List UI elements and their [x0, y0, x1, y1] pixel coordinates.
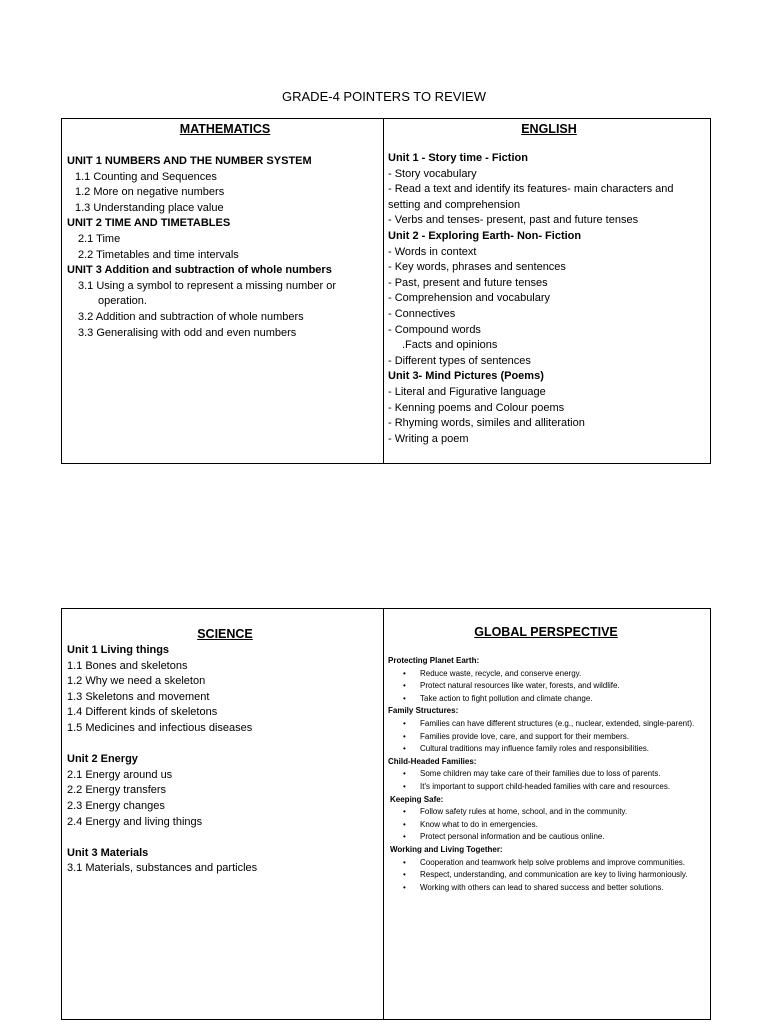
bullet-text: Know what to do in emergencies. — [420, 819, 538, 829]
unit-heading: UNIT 2 TIME AND TIMETABLES — [67, 217, 231, 230]
global-perspective-list — [388, 655, 704, 894]
bullet-icon: • — [403, 693, 406, 703]
topic-item: 3.3 Generalising with odd and even numbers — [78, 326, 297, 339]
english-title: ENGLISH — [521, 122, 577, 136]
math-english-table — [61, 118, 711, 464]
bullet-icon: • — [403, 882, 406, 892]
bullet-item — [388, 743, 704, 756]
bullet-text: Working with others can lead to shared success and better solutions. — [420, 882, 664, 892]
topic-item: - Compound words — [388, 323, 481, 336]
blank-line — [67, 830, 383, 846]
topic-item: 1.3 Skeletons and movement — [67, 690, 210, 703]
bullet-item — [388, 768, 704, 781]
section-heading: Working and Living Together: — [390, 844, 503, 854]
bullet-text: Families can have different structures (e.g., nuclear, extended, single-parent). — [420, 718, 695, 728]
topic-item: 3.2 Addition and subtraction of whole numbers — [78, 310, 304, 323]
science-topic-list — [67, 643, 383, 877]
topic-item: - Rhyming words, similes and alliteration — [388, 417, 585, 430]
topic-item: setting and comprehension — [388, 198, 521, 211]
bullet-item — [388, 869, 704, 882]
topic-item: 2.2 Timetables and time intervals — [78, 248, 239, 261]
bullet-icon: • — [403, 668, 406, 678]
bullet-icon: • — [403, 832, 406, 842]
unit-heading: Unit 2 Energy — [67, 753, 138, 766]
science-title: SCIENCE — [197, 627, 253, 641]
bullet-text: Take action to fight pollution and climate change. — [420, 693, 593, 703]
topic-item: - Writing a poem — [388, 432, 469, 445]
bullet-text: Follow safety rules at home, school, and in the community. — [420, 807, 628, 817]
section-heading: Keeping Safe: — [390, 794, 444, 804]
topic-item: 3.1 Using a symbol to represent a missing number or — [78, 279, 337, 292]
bullet-icon: • — [403, 769, 406, 779]
bullet-item — [388, 731, 704, 744]
bullet-text: Protect natural resources like water, forests, and wildlife. — [420, 681, 620, 691]
bullet-item — [388, 781, 704, 794]
bullet-item — [388, 819, 704, 832]
bullet-icon: • — [403, 718, 406, 728]
bullet-icon: • — [403, 819, 406, 829]
bullet-text: It's important to support child-headed families with care and resources. — [420, 781, 671, 791]
page-title: GRADE-4 POINTERS TO REVIEW — [282, 89, 486, 104]
mathematics-topic-list — [67, 154, 383, 341]
bullet-text: Respect, understanding, and communication are key to living harmoniously. — [420, 870, 688, 880]
topic-item: 3.1 Materials, substances and particles — [67, 862, 258, 875]
topic-item: 2.1 Energy around us — [67, 768, 173, 781]
topic-item: 1.1 Bones and skeletons — [67, 659, 188, 672]
section-heading: Protecting Planet Earth: — [388, 656, 480, 665]
bullet-text: Families provide love, care, and support for their members. — [420, 731, 629, 741]
unit-heading: UNIT 1 NUMBERS AND THE NUMBER SYSTEM — [67, 155, 312, 167]
topic-item: 1.3 Understanding place value — [75, 201, 224, 214]
bullet-text: Cultural traditions may influence family roles and responsibilities. — [420, 744, 649, 754]
bullet-icon: • — [403, 857, 406, 867]
bullet-icon: • — [403, 744, 406, 754]
topic-item: 2.2 Energy transfers — [67, 784, 167, 797]
science-cell — [62, 609, 384, 1020]
bullet-item — [388, 831, 704, 844]
topic-item: - Words in context — [388, 245, 477, 258]
topic-item: 2.1 Time — [78, 232, 121, 245]
section-heading: Child-Headed Families: — [388, 756, 477, 766]
topic-item: - Connectives — [388, 307, 456, 320]
topic-item: 2.4 Energy and living things — [67, 815, 203, 828]
global-perspective-title: GLOBAL PERSPECTIVE — [474, 625, 618, 639]
unit-heading: Unit 3- Mind Pictures (Poems) — [388, 370, 544, 383]
topic-item: 1.2 More on negative numbers — [75, 186, 225, 199]
bullet-item — [388, 857, 704, 870]
bullet-item — [388, 806, 704, 819]
topic-item: - Comprehension and vocabulary — [388, 292, 551, 305]
topic-item: 1.1 Counting and Sequences — [75, 170, 217, 183]
topic-item: - Past, present and future tenses — [388, 276, 548, 289]
english-topic-list — [388, 151, 710, 447]
global-perspective-cell — [384, 609, 711, 1020]
topic-item: - Different types of sentences — [388, 354, 531, 367]
bullet-icon: • — [403, 870, 406, 880]
unit-heading: Unit 3 Materials — [67, 846, 149, 859]
unit-heading: Unit 2 - Exploring Earth- Non- Fiction — [388, 229, 582, 242]
bullet-icon: • — [403, 731, 406, 741]
english-cell — [384, 119, 711, 464]
topic-item: - Story vocabulary — [388, 167, 477, 180]
unit-heading: Unit 1 Living things — [67, 644, 170, 656]
mathematics-cell — [62, 119, 384, 464]
topic-item: 1.5 Medicines and infectious diseases — [67, 721, 253, 734]
bullet-text: Protect personal information and be cautious online. — [420, 832, 605, 842]
bullet-text: Some children may take care of their families due to loss of parents. — [420, 769, 661, 779]
bullet-icon: • — [403, 807, 406, 817]
topic-item: - Read a text and identify its features- main characters and — [388, 183, 674, 196]
topic-item: 2.3 Energy changes — [67, 799, 165, 812]
topic-item: - Verbs and tenses- present, past and future tenses — [388, 214, 639, 227]
topic-item: - Key words, phrases and sentences — [388, 261, 566, 274]
topic-item: 1.4 Different kinds of skeletons — [67, 706, 218, 719]
bullet-icon: • — [403, 781, 406, 791]
blank-line — [67, 737, 383, 753]
topic-item: - Kenning poems and Colour poems — [388, 401, 565, 414]
mathematics-title: MATHEMATICS — [179, 122, 271, 136]
topic-item: 1.2 Why we need a skeleton — [67, 675, 206, 688]
unit-heading: Unit 1 - Story time - Fiction — [388, 152, 528, 164]
bullet-text: Reduce waste, recycle, and conserve energy. — [420, 668, 582, 678]
section-heading: Family Structures: — [388, 706, 459, 716]
topic-item: - Literal and Figurative language — [388, 385, 546, 398]
bullet-item — [388, 668, 704, 681]
bullet-icon: • — [403, 681, 406, 691]
bullet-item — [388, 693, 704, 706]
bullet-item — [388, 718, 704, 731]
unit-heading: UNIT 3 Addition and subtraction of whole numbers — [67, 264, 332, 277]
science-global-table — [61, 608, 711, 1020]
bullet-text: Cooperation and teamwork help solve problems and improve communities. — [420, 857, 686, 867]
topic-item: operation. — [98, 295, 147, 308]
bullet-item — [388, 680, 704, 693]
bullet-item — [388, 882, 704, 895]
topic-item: .Facts and opinions — [402, 339, 498, 352]
